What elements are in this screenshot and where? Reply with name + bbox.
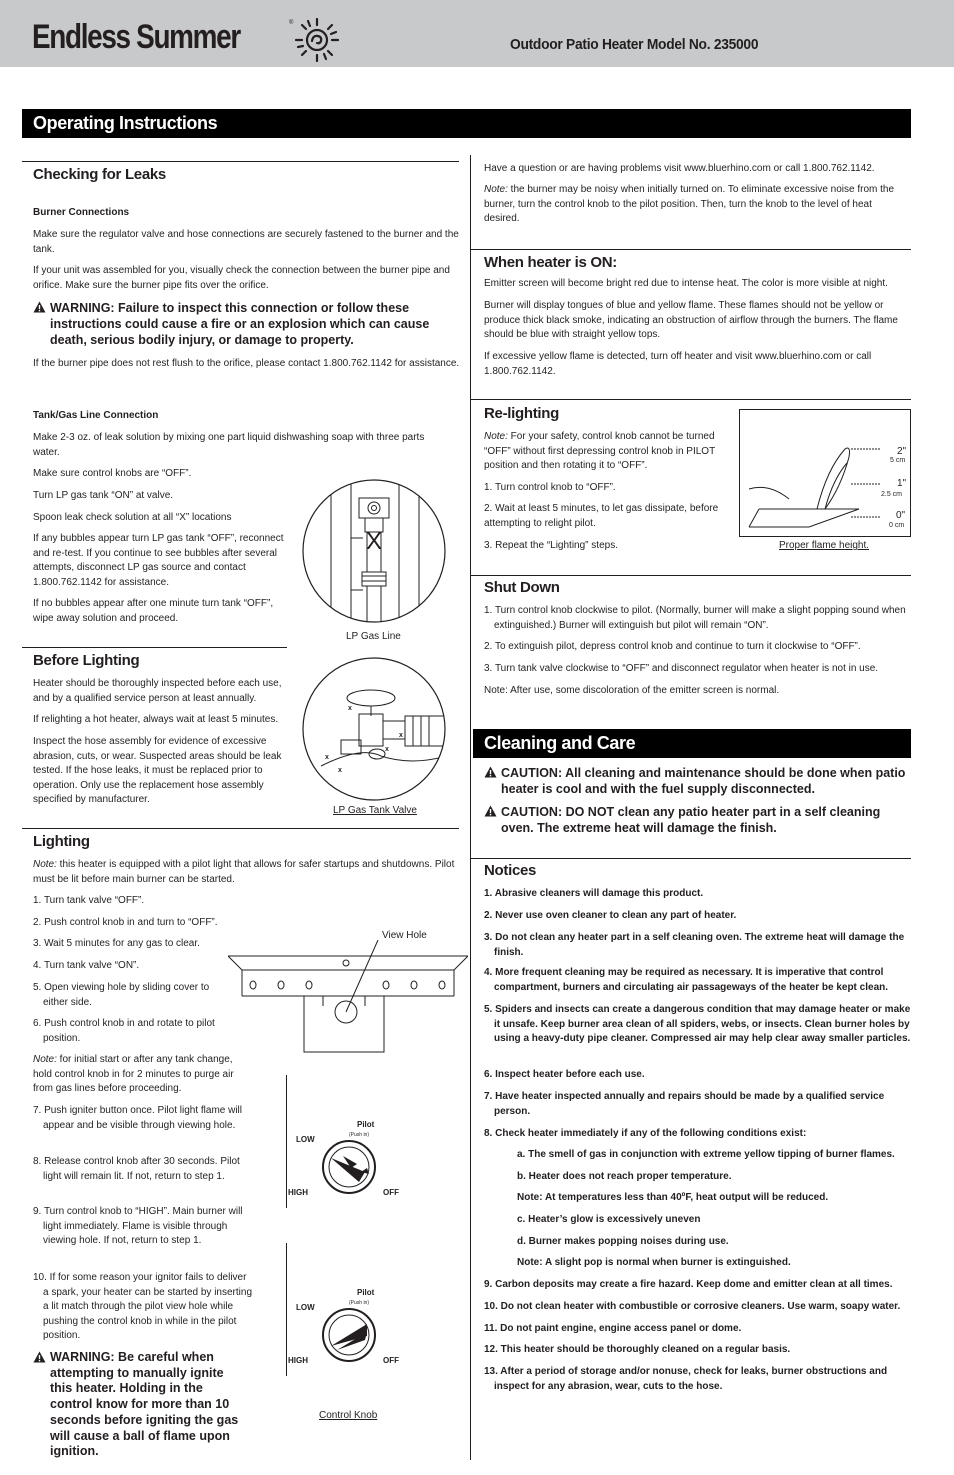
knob-label-pilot: Pilot (357, 1120, 375, 1129)
paragraph: Heater should be thoroughly inspected before each use, and by a qualified service person at least annually. (33, 678, 282, 704)
note-label: Note: (484, 431, 508, 442)
step: 3. Wait 5 minutes for any gas to clear. (33, 938, 200, 949)
notice-subitem: a. The smell of gas in conjunction with extreme yellow tipping of burner flames. (517, 1149, 895, 1160)
knob-label-off: OFF (383, 1356, 399, 1365)
note-text: the burner may be noisy when initially turned on. To eliminate excessive noise from the burner, turn the control knob to the pilot position. Then, turn the knob to the level of heat desired. (484, 184, 895, 224)
scale-2-5cm: 2.5 cm (881, 491, 903, 498)
notice-item: 7. Have heater inspected annually and repairs should be made by a qualified service person. (484, 1091, 885, 1117)
figure-caption-tank-valve: LP Gas Tank Valve (333, 805, 417, 816)
knob-label-low: LOW (296, 1303, 315, 1312)
paragraph (33, 1053, 238, 1097)
paragraph: Emitter screen will become bright red due to intense heat. The color is more visible at night. (484, 278, 888, 289)
notice-subitem: d. Burner makes popping noises during use. (517, 1236, 729, 1247)
view-hole-label: View Hole (382, 930, 427, 941)
divider (471, 399, 911, 400)
warning-text: WARNING: Failure to inspect this connection or follow these instructions could cause a fire or an explosion which can cause death, serious bodily injury, or damage to property. (50, 301, 430, 347)
sun-icon (294, 17, 340, 63)
step: 1. Turn control knob to “OFF”. (484, 482, 616, 493)
section-bar-cleaning (473, 729, 911, 758)
notice-item: 3. Do not clean any heater part in a self cleaning oven. The extreme heat will damage the finish. (484, 932, 905, 958)
heading-notices: Notices (484, 862, 537, 879)
paragraph: Make sure the regulator valve and hose connections are securely fastened to the burner and the tank. (33, 229, 459, 255)
scale-5cm: 5 cm (890, 457, 906, 464)
lp-gas-line-figure (301, 478, 447, 624)
caution-cleaning (484, 765, 909, 797)
note-label: Note: (33, 859, 57, 870)
step: 2. Wait at least 5 minutes, to let gas dissipate, before attempting to relight pilot. (484, 503, 719, 529)
heading-burner-connections: Burner Connections (33, 207, 130, 218)
divider (471, 858, 911, 859)
paragraph: If the burner pipe does not rest flush to the orifice, please contact 1.800.762.1142 for assistance. (33, 358, 460, 369)
step: 10. If for some reason your ignitor fails to deliver a spark, your heater can be started by inserting a lit match through the pilot view hole while pushing the control knob in while in the pilot position. (33, 1272, 253, 1341)
knob-label-push: (Push in) (349, 1132, 370, 1138)
column-divider (470, 155, 471, 1460)
divider (22, 828, 459, 829)
heading-lighting: Lighting (33, 833, 90, 850)
caution-text: CAUTION: All cleaning and maintenance should be done when patio heater is cool and with the fuel supply disconnected. (501, 766, 906, 796)
step: 2. To extinguish pilot, depress control knob and continue to turn it clockwise to “OFF”. (484, 641, 861, 652)
leak-check-marker: x (399, 732, 403, 739)
step: 3. Repeat the “Lighting” steps. (484, 540, 618, 551)
warning-manual-ignite (33, 1350, 243, 1460)
notice-item: 5. Spiders and insects can create a dangerous condition that may damage heater or make it unsafe. Keep burner area clean of all spiders, webs, or insects. Clean burner holes by using a heavy-duty pipe cleaner. Compressed air may help clear away smaller particles. (484, 1004, 911, 1044)
warning-icon (33, 1351, 46, 1363)
scale-1in: 1" (897, 478, 907, 489)
step: 1. Turn control knob clockwise to pilot. (Normally, burner will make a slight popping sound when extinguished.) Burner will extinguish but pilot will remain “ON”. (484, 605, 906, 631)
notice-item: 2. Never use oven cleaner to clean any part of heater. (484, 910, 737, 921)
step: 6. Push control knob in and rotate to pilot position. (33, 1018, 215, 1044)
notice-subitem: Note: At temperatures less than 40ºF, heat output will be reduced. (517, 1192, 829, 1203)
divider (471, 249, 911, 250)
section-title: Operating Instructions (33, 113, 218, 133)
step: 2. Push control knob in and turn to “OFF”. (33, 917, 218, 928)
notice-item: 6. Inspect heater before each use. (484, 1069, 645, 1080)
divider (471, 575, 911, 576)
note-text: For your safety, control knob cannot be turned “OFF” without first depressing control knob in PILOT position and then rotating it to “OFF”. (484, 431, 716, 471)
page-header (0, 0, 954, 67)
paragraph: Inspect the hose assembly for evidence of excessive abrasion, cuts, or wear. Suspected areas should be leak tested. If the hose leaks, it must be replaced prior to operation. Only use the replacement hose assembly specified by manufacturer. (33, 736, 282, 805)
paragraph: If any bubbles appear turn LP gas tank “OFF”, reconnect and re-test. If you continue to see bubbles after several attempts, disconnect LP gas source and contact 1.800.762.1142 for assistance. (33, 533, 284, 588)
note-label: Note: (33, 1054, 57, 1065)
leak-check-marker: x (348, 705, 352, 712)
notice-item: 13. After a period of storage and/or nonuse, check for leaks, burner obstructions and inspect for any abrasion, wear, cuts to the hose. (484, 1366, 888, 1392)
paragraph: Turn LP gas tank “ON” at valve. (33, 490, 174, 501)
paragraph-note (484, 183, 910, 227)
notice-item: 12. This heater should be thoroughly cleaned on a regular basis. (484, 1344, 791, 1355)
step: 4. Turn tank valve “ON”. (33, 960, 140, 971)
paragraph (484, 430, 729, 474)
figure-caption-flame-height: Proper flame height. (779, 540, 870, 551)
paragraph (33, 858, 461, 887)
leak-check-marker: x (325, 754, 329, 761)
scale-2in: 2" (897, 446, 907, 457)
notice-item: 11. Do not paint engine, engine access panel or dome. (484, 1323, 742, 1334)
brand-logo: Endless Summer (32, 18, 240, 56)
notice-item: 8. Check heater immediately if any of the following conditions exist: (484, 1128, 807, 1139)
control-knob-high-figure (287, 1280, 412, 1372)
scale-0cm: 0 cm (889, 522, 905, 529)
knob-label-high: HIGH (288, 1188, 308, 1197)
divider (22, 647, 287, 648)
section-title: Cleaning and Care (484, 733, 636, 753)
figure-caption-lp-gas-line: LP Gas Line (346, 631, 401, 642)
caution-text: CAUTION: DO NOT clean any patio heater part in a self cleaning oven. The extreme heat will damage the finish. (501, 805, 881, 835)
knob-label-high: HIGH (288, 1356, 308, 1365)
paragraph: If relighting a hot heater, always wait at least 5 minutes. (33, 714, 279, 725)
notice-subitem: b. Heater does not reach proper temperature. (517, 1171, 732, 1182)
paragraph: If your unit was assembled for you, visually check the connection between the burner pipe and orifice. Make sure the burner pipe fits over the orifice. (33, 265, 450, 291)
leak-check-marker: X (366, 528, 383, 555)
notice-item: 4. More frequent cleaning may be required as necessary. It is imperative that control compartment, burners and circulating air passageways of the heater be kept clean. (484, 967, 889, 993)
heading-tank-connection: Tank/Gas Line Connection (33, 410, 159, 421)
notice-item: 1. Abrasive cleaners will damage this product. (484, 888, 704, 899)
knob-label-low: LOW (296, 1135, 315, 1144)
paragraph: Make 2-3 oz. of leak solution by mixing one part liquid dishwashing soap with three parts water. (33, 432, 425, 458)
step: 1. Turn tank valve “OFF”. (33, 895, 145, 906)
heading-shut-down: Shut Down (484, 579, 560, 596)
step: 7. Push igniter button once. Pilot light flame will appear and be visible through viewing hole. (33, 1105, 242, 1131)
knob-label-push: (Push in) (349, 1300, 370, 1306)
notice-item: 10. Do not clean heater with combustible or corrosive cleaners. Use warm, soapy water. (484, 1301, 901, 1312)
paragraph: If no bubbles appear after one minute turn tank “OFF”, wipe away solution and proceed. (33, 598, 274, 624)
figure-caption-control-knob: Control Knob (319, 1410, 378, 1421)
knob-label-off: OFF (383, 1188, 399, 1197)
warning-burner (33, 300, 463, 348)
lp-gas-tank-valve-figure (301, 656, 447, 802)
paragraph-intro: Have a question or are having problems visit www.bluerhino.com or call 1.800.762.1142. (484, 163, 875, 174)
paragraph: Burner will display tongues of blue and yellow flame. These flames should not be yellow or produce thick black smoke, indicating an obstruction of airflow through the burners. The flame should be blue with straight yellow tops. (484, 300, 898, 340)
paragraph: Spoon leak check solution at all “X” locations (33, 512, 232, 523)
notice-item: 9. Carbon deposits may create a fire hazard. Keep dome and emitter clean at all times. (484, 1279, 893, 1290)
leak-check-marker: x (338, 767, 342, 774)
section-bar-operating (22, 109, 911, 138)
heading-heater-on: When heater is ON: (484, 254, 617, 271)
divider (22, 161, 459, 162)
registered-mark: ® (289, 20, 294, 26)
notice-subitem: c. Heater’s glow is excessively uneven (517, 1214, 701, 1225)
note-text: for initial start or after any tank change, hold control knob in for 2 minutes to purge air from gas lines before proceeding. (33, 1054, 234, 1094)
notice-subitem: Note: A slight pop is normal when burner is extinguished. (517, 1257, 791, 1268)
warning-icon (484, 766, 497, 778)
leak-check-marker: x (385, 746, 389, 753)
step: 3. Turn tank valve clockwise to “OFF” and disconnect regulator when heater is not in use. (484, 663, 879, 674)
warning-icon (33, 301, 46, 313)
warning-text: WARNING: Be careful when attempting to manually ignite this heater. Holding in the control know for more than 10 seconds before igniting the gas will cause a ball of flame upon ignition. (50, 1350, 239, 1459)
paragraph-note: Note: After use, some discoloration of the emitter screen is normal. (484, 685, 780, 696)
step: 8. Release control knob after 30 seconds. Pilot light will remain lit. If not, return to step 1. (33, 1156, 240, 1182)
step: 5. Open viewing hole by sliding cover to either side. (33, 982, 210, 1008)
scale-0in: 0" (896, 510, 906, 521)
knob-label-pilot: Pilot (357, 1288, 375, 1297)
heading-relighting: Re-lighting (484, 405, 560, 422)
flame-height-figure (739, 409, 911, 537)
model-number: Outdoor Patio Heater Model No. 235000 (510, 36, 759, 53)
note-label: Note: (484, 184, 508, 195)
control-knob-pilot-figure (287, 1112, 412, 1204)
heading-before-lighting: Before Lighting (33, 652, 140, 669)
warning-icon (484, 805, 497, 817)
paragraph: Make sure control knobs are “OFF”. (33, 468, 192, 479)
paragraph: If excessive yellow flame is detected, turn off heater and visit www.bluerhino.com or call 1.800.762.1142. (484, 351, 872, 377)
caution-oven (484, 804, 909, 836)
step: 9. Turn control knob to “HIGH”. Main burner will light immediately. Flame is visible through viewing hole. If not, return to step 1. (33, 1206, 243, 1246)
note-text: this heater is equipped with a pilot light that allows for safer startups and shutdowns. Pilot must be lit before main burner can be started. (33, 859, 455, 885)
heading-checking-leaks: Checking for Leaks (33, 166, 166, 183)
view-hole-figure (228, 940, 468, 1062)
